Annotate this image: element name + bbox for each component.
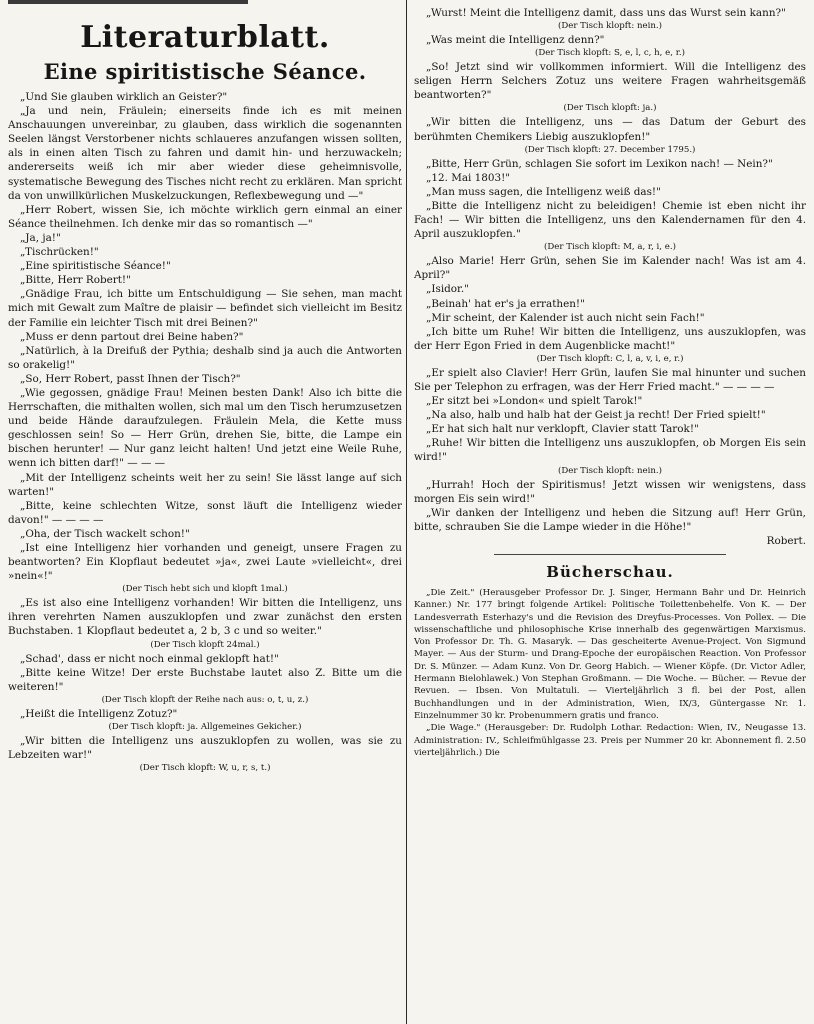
dialogue-line: „Ja und nein, Fräulein; einerseits finde ich es mit meinen Anschauungen unvereinbar, zu glauben, dass wirklich die sogenannten Seelen längst Verstorbener nichts schlaueres anzufangen wissen sollten, als in einen alten Tisch zu fahren und damit hin- und herzuwackeln; andererseits weiß ich mir aber wieder diese geheimnisvolle, systematische Bewegung des Tisches nicht recht zu erklären. Man spricht da von unwillkürlichen Muskelzuckungen, Reflexbewegung und —" xyxy=(8,105,402,202)
dialogue-line: „Hurrah! Hoch der Spiritismus! Jetzt wissen wir wenigstens, dass morgen Eis sein wird!" xyxy=(414,478,806,505)
dialogue-line: „Isidor." xyxy=(426,283,469,296)
books-section-title: Bücherschau. xyxy=(546,563,674,581)
dialogue-line: „Bitte, Herr Robert!" xyxy=(20,274,131,287)
dialogue-line: „Oha, der Tisch wackelt schon!" xyxy=(20,527,190,540)
dialogue-line: „Wir bitten die Intelligenz, uns — das Datum der Geburt des berühmten Chemikers Liebig auszuklopfen!" xyxy=(414,116,806,143)
dialogue-line: „Bitte, Herr Grün, schlagen Sie sofort im Lexikon nach! — Nein?" xyxy=(426,157,773,170)
article-title: Eine spiritistische Séance. xyxy=(43,59,367,84)
stage-direction: (Der Tisch hebt sich und klopft 1mal.) xyxy=(122,584,288,595)
stage-direction: (Der Tisch klopft: S, e, l, c, h, e, r.) xyxy=(535,48,685,59)
stage-direction: (Der Tisch klopft: M, a, r, i, e.) xyxy=(544,242,676,253)
article-signature: Robert. xyxy=(766,534,806,547)
dialogue-line: „Mir scheint, der Kalender ist auch nicht sein Fach!" xyxy=(426,311,705,324)
dialogue-line: „Schad', dass er nicht noch einmal geklopft hat!" xyxy=(20,652,279,665)
stage-direction: (Der Tisch klopft: nein.) xyxy=(557,465,663,476)
stage-direction: (Der Tisch klopft: ja.) xyxy=(563,103,657,114)
dialogue-line: „Ist eine Intelligenz hier vorhanden und geneigt, unsere Fragen zu beantworten? Ein Klopflaut bedeutet »ja«, zwei Laute »vielleicht«, drei »nein«!" xyxy=(8,542,402,583)
dialogue-line: „Wir bitten die Intelligenz uns auszuklopfen zu wollen, was sie zu Lebzeiten war!" xyxy=(8,734,402,762)
dialogue-line: „Ruhe! Wir bitten die Intelligenz uns auszuklopfen, ob Morgen Eis sein wird!" xyxy=(414,437,806,464)
stage-direction: (Der Tisch klopft der Reihe nach aus: o, t, u, z.) xyxy=(101,694,309,705)
dialogue-line: „Bitte, keine schlechten Witze, sonst läuft die Intelligenz wieder davon!" — — — — xyxy=(8,499,402,526)
dialogue-line: „Eine spiritistische Séance!" xyxy=(20,260,171,273)
dialogue-line: „Er hat sich halt nur verklopft, Clavier statt Tarok!" xyxy=(426,423,699,436)
dialogue-line: „Muss er denn partout drei Beine haben?" xyxy=(20,330,244,343)
dialogue-line: „Ja, ja!" xyxy=(20,231,61,244)
stage-direction: (Der Tisch klopft: nein.) xyxy=(557,21,663,32)
book-review-entry: „Die Wage." (Herausgeber: Dr. Rudolph Lothar. Redaction: Wien, IV., Neugasse 13. Administration: IV., Schleifmühlgasse 23. Preis per Nummer 20 kr. Abonnement fl. 2.50 vierteljährlich.) Die xyxy=(414,723,806,758)
masthead-title: Literaturblatt. xyxy=(80,20,330,55)
dialogue-line: „Und Sie glauben wirklich an Geister?" xyxy=(20,91,228,103)
dialogue-line: „Heißt die Intelligenz Zotuz?" xyxy=(20,707,178,720)
books-section-body xyxy=(414,587,806,759)
dialogue-line: „Also Marie! Herr Grün, sehen Sie im Kalender nach! Was ist am 4. April?" xyxy=(414,255,806,282)
dialogue-line: „Er sitzt bei »London« und spielt Tarok!" xyxy=(426,395,643,408)
dialogue-line: „Gnädige Frau, ich bitte um Entschuldigung — Sie sehen, man macht mich mit Gewalt zum Maître de plaisir — befindet sich vielleicht im Besitz der Familie ein leichter Tisch mit drei Beinen?" xyxy=(8,288,402,329)
dialogue-line: „Mit der Intelligenz scheints weit her zu sein! Sie lässt lange auf sich warten!" xyxy=(8,471,402,498)
top-rule xyxy=(8,0,248,4)
dialogue-line: „Es ist also eine Intelligenz vorhanden! Wir bitten die Intelligenz, uns ihren verehrten Namen auszuklopfen und zwar zunächst den ersten Buchstaben. 1 Klopflaut bedeutet a, 2 b, 3 c und so weiter." xyxy=(8,597,402,638)
dialogue-line: „Was meint die Intelligenz denn?" xyxy=(426,34,605,47)
dialogue-line: „Bitte keine Witze! Der erste Buchstabe lautet also Z. Bitte um die weiteren!" xyxy=(8,666,402,693)
dialogue-line: „Na also, halb und halb hat der Geist ja recht! Der Fried spielt!" xyxy=(426,409,766,422)
stage-direction: (Der Tisch klopft: 27. December 1795.) xyxy=(524,144,696,155)
stage-direction: (Der Tisch klopft 24mal.) xyxy=(150,639,260,650)
dialogue-line: „Herr Robert, wissen Sie, ich möchte wirklich gern einmal an einer Séance theilnehmen. Ich denke mir das so romantisch —" xyxy=(8,203,402,230)
column-divider xyxy=(406,0,407,1024)
article-body-right xyxy=(414,6,806,534)
dialogue-line: „Wie gegossen, gnädige Frau! Meinen besten Dank! Also ich bitte die Herrschaften, die mithalten wollen, sich mal um den Tisch herumzusetzen und beide Hände daraufzulegen. Fräulein Mela, die Kette muss geschlossen sein! So — Herr Grün, drehen Sie, bitte, die Lampe ein bischen herunter! — Nur ganz leicht halten! Und jetzt eine Weile Ruhe, wenn ich bitten darf!" — — — xyxy=(8,386,402,470)
dialogue-line: „Man muss sagen, die Intelligenz weiß das!" xyxy=(426,185,661,198)
dialogue-line: „So! Jetzt sind wir vollkommen informiert. Will die Intelligenz des seligen Herrn Selchers Zotuz uns weitere Fragen wahrheitsgemäß beantworten?" xyxy=(414,61,806,102)
article-body-left xyxy=(8,90,402,775)
dialogue-line: „Wurst! Meint die Intelligenz damit, dass uns das Wurst sein kann?" xyxy=(426,7,786,19)
dialogue-line: „Ich bitte um Ruhe! Wir bitten die Intelligenz, uns auszuklopfen, was der Herr Egon Fried in dem Augenblicke macht!" xyxy=(414,325,806,352)
dialogue-line: „Wir danken der Intelligenz und heben die Sitzung auf! Herr Grün, bitte, schrauben Sie die Lampe wieder in die Höhe!" xyxy=(414,506,806,533)
dialogue-line: „Bitte die Intelligenz nicht zu beleidigen! Chemie ist eben nicht ihr Fach! — Wir bitten die Intelligenz, uns den Kalendernamen für den 4. April auszuklopfen." xyxy=(414,199,806,241)
stage-direction: (Der Tisch klopft: W, u, r, s, t.) xyxy=(139,763,271,774)
dialogue-line: „Er spielt also Clavier! Herr Grün, laufen Sie mal hinunter und suchen Sie per Telephon zu erfragen, was der Herr Fried macht." — — — — xyxy=(414,366,806,393)
dialogue-line: „Tischrücken!" xyxy=(20,246,99,259)
dialogue-line: „Natürlich, à la Dreifuß der Pythia; deshalb sind ja auch die Antworten so orakelig!" xyxy=(8,344,402,371)
section-rule xyxy=(494,554,726,555)
book-review-entry: „Die Zeit." (Herausgeber Professor Dr. J. Singer, Hermann Bahr und Dr. Heinrich Kanner.) Nr. 177 bringt folgende Artikel: Politische Toilettenbehelfe. Von K. — Der Landesverrath Esterhazy's und die Revision des Dreyfus-Processes. Von Pollex. — Die wissenschaftliche und philosophische Krise innerhalb des gegenwärtigen Marxismus. Von Professor Dr. Th. G. Masaryk. — Das gescheiterte Avenue-Project. Von Sigmund Mayer. — Aus der Sturm- und Drang-Epoche der europäischen Reaction. Von Professor Dr. S. Münzer. — Adam Kunz. Von Dr. Georg Habich. — Wiener Köpfe. (Dr. Victor Adler, Hermann Bielohlawek.) Von Stephan Großmann. — Die Woche. — Bücher. — Revue der Revuen. — Ibsen. Von Multatuli. — Vierteljährlich 3 fl. bei der Post, allen Buchhandlungen und in der Administration, Wien, IX/3, Güntergasse Nr. 1. Einzelnummer 30 kr. Probenummern gratis und franco. xyxy=(414,588,806,721)
stage-direction: (Der Tisch klopft: ja. Allgemeines Gekicher.) xyxy=(108,721,302,732)
left-column xyxy=(8,6,402,775)
dialogue-line: „So, Herr Robert, passt Ihnen der Tisch?" xyxy=(20,372,241,385)
right-column xyxy=(414,6,806,759)
dialogue-line: „12. Mai 1803!" xyxy=(426,171,511,184)
dialogue-line: „Beinah' hat er's ja errathen!" xyxy=(426,297,585,310)
stage-direction: (Der Tisch klopft: C, l, a, v, i, e, r.) xyxy=(536,353,684,364)
